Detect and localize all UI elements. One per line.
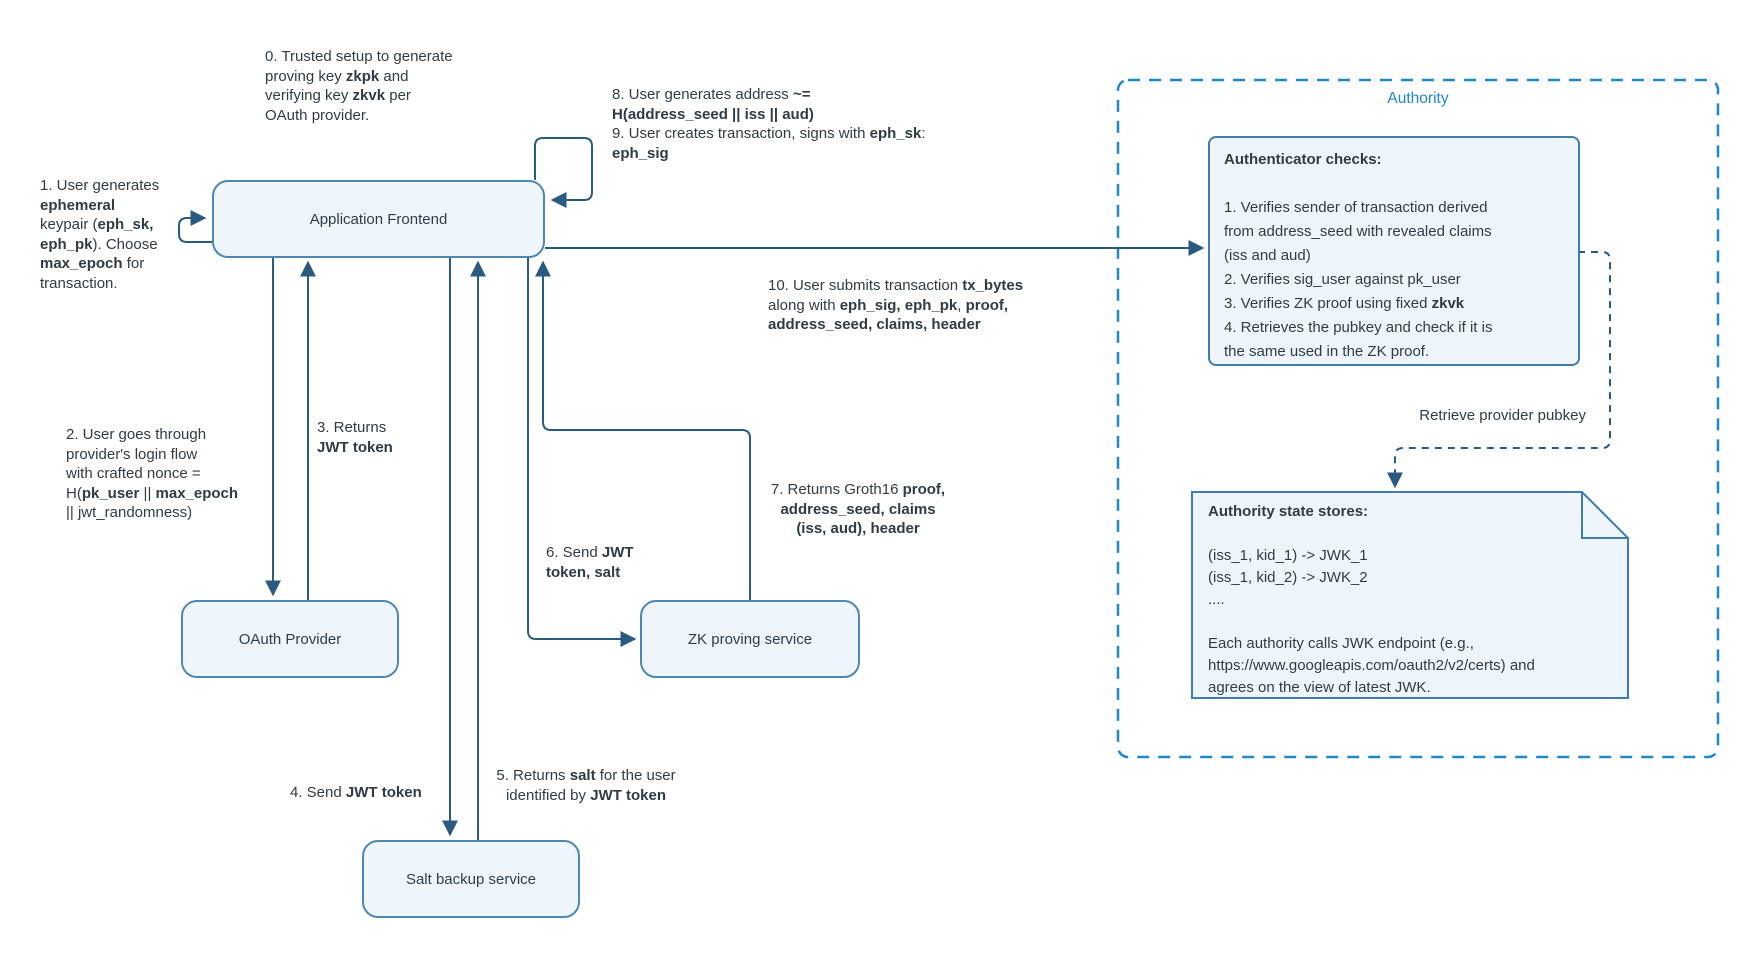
authority-label: Authority	[1387, 90, 1449, 107]
annotation-step2-login-flow: 2. User goes through provider's login flow with crafted nonce = H(pk_user || max_epoch || jwt_randomness)	[66, 426, 239, 521]
annotation-step4-send-jwt: 4. Send JWT token	[290, 784, 422, 801]
annotation-step6-send-jwt-salt: 6. Send JWT token, salt	[546, 544, 634, 581]
node-oauth-provider	[181, 600, 399, 678]
node-application-frontend	[212, 180, 545, 258]
annotation-step0-trusted-setup: 0. Trusted setup to generate proving key zkpk and verifying key zkvk per OAuth provider.	[265, 48, 453, 124]
authority-state-store-text: Authority state stores: (iss_1, kid_1) -> JWK_1 (iss_1, kid_2) -> JWK_2 .... Each authority calls JWK endpoint (e.g., https://www.googleapis.com/oauth2/v2/certs) and agrees on the view of latest JWK.	[1208, 503, 1535, 696]
arrow-self-loop-keygen	[179, 218, 212, 242]
retrieve-provider-pubkey-label: Retrieve provider pubkey	[1419, 407, 1586, 424]
zk-proving-service-label: ZK proving service	[687, 630, 813, 648]
node-zk-proving-service	[640, 600, 860, 678]
annotation-step8-9-address-sign: 8. User generates address ~= H(address_seed || iss || aud) 9. User creates transaction, signs with eph_sk: eph_sig	[612, 86, 926, 162]
authenticator-checks-box: Authenticator checks: 1. Verifies sender of transaction derived from address_seed with revealed claims (iss and aud) 2. Verifies sig_user against pk_user 3. Verifies ZK proof using fixed zkvk 4. Retrieves the pubkey and check if it is the same used in the ZK proof.	[1208, 136, 1580, 366]
annotation-step1-ephemeral-keypair: 1. User generates ephemeral keypair (eph_sk, eph_pk). Choose max_epoch for transaction.	[40, 177, 160, 292]
oauth-provider-label: OAuth Provider	[238, 630, 342, 648]
annotation-step7-returns-proof: 7. Returns Groth16 proof, address_seed, claims (iss, aud), header	[770, 481, 946, 537]
annotation-step3-returns-jwt: 3. Returns JWT token	[317, 419, 393, 456]
annotation-step10-submit-transaction: 10. User submits transaction tx_bytes along with eph_sig, eph_pk, proof, address_seed, claims, header	[768, 277, 1024, 333]
salt-backup-service-label: Salt backup service	[405, 870, 537, 888]
annotation-step5-returns-salt: 5. Returns salt for the user identified by JWT token	[496, 767, 676, 804]
application-frontend-label: Application Frontend	[309, 210, 448, 228]
node-salt-backup-service	[362, 840, 580, 918]
